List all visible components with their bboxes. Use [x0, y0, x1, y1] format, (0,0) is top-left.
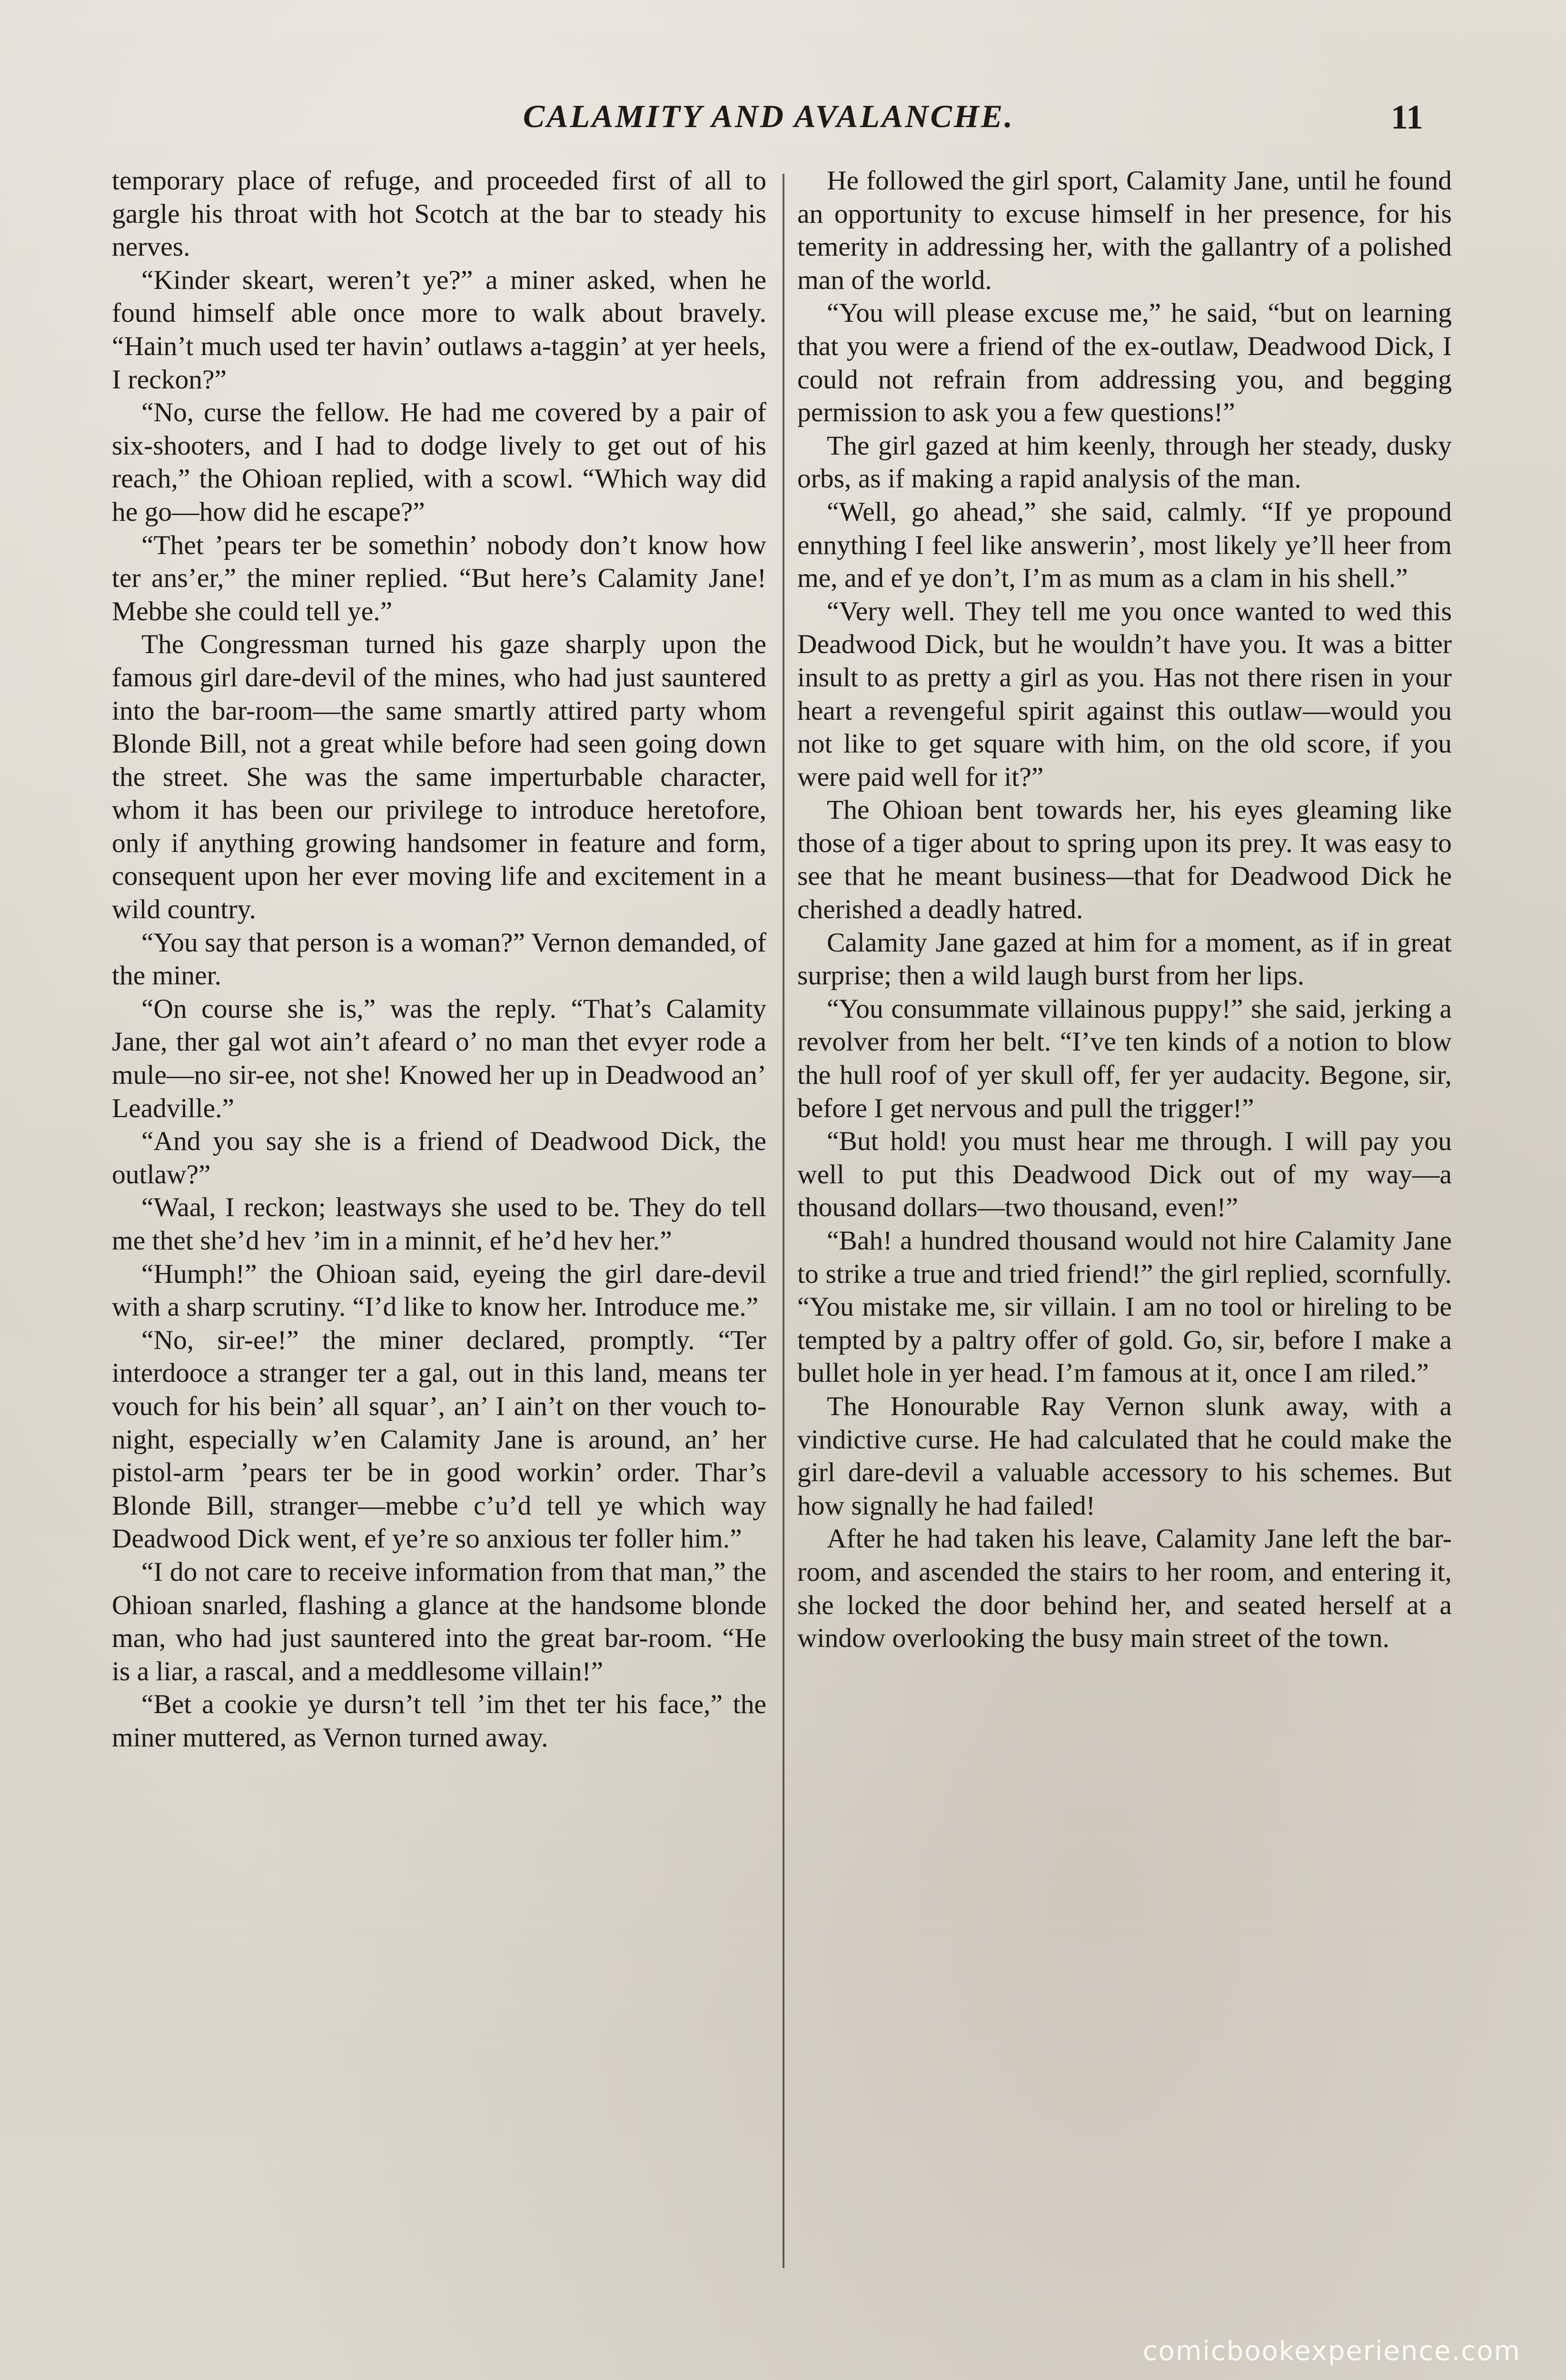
paragraph: He followed the girl sport, Calamity Jane, until he found an opportunity to excuse himself in her presence, for his temerity in addressing her, with the gallantry of a polished man of the world. — [797, 166, 1452, 295]
paragraph: “Waal, I reckon; leastways she used to be. They do tell me thet she’d hev ’im in a minnit, ef he’d hev her.” — [112, 1192, 766, 1256]
paragraph: “Humph!” the Ohioan said, eyeing the girl dare-devil with a sharp scrutiny. “I’d like to know her. Introduce me.” — [112, 1259, 766, 1322]
paragraph: Calamity Jane gazed at him for a moment, as if in great surprise; then a wild laugh burst from her lips. — [797, 927, 1452, 991]
paragraph: “I do not care to receive information from that man,” the Ohioan snarled, flashing a glance at the handsome blonde man, who had just sauntered into the great bar-room. “He is a liar, a rascal, and a meddlesome villain!” — [112, 1557, 766, 1686]
paragraph: The Ohioan bent towards her, his eyes gleaming like those of a tiger about to spring upon its prey. It was easy to see that he meant business—that for Deadwood Dick he cherished a deadly hatred. — [797, 795, 1452, 925]
paragraph: “Well, go ahead,” she said, calmly. “If ye propound ennything I feel like answerin’, most likely ye’ll heer from me, and ef ye don’t, I’m as mum as a clam in his shell.” — [797, 496, 1452, 594]
left-column — [112, 164, 766, 1755]
running-title: CALAMITY AND AVALANCHE. — [523, 98, 1015, 134]
paragraph: “But hold! you must hear me through. I will pay you well to put this Deadwood Dick out of my way—a thousand dollars—two thousand, even!” — [797, 1126, 1452, 1223]
paragraph: The Congressman turned his gaze sharply upon the famous girl dare-devil of the mines, who had just sauntered into the bar-room—the same smartly attired party whom Blonde Bill, not a great while before had seen going down the street. She was the same imperturbable character, whom it has been our privilege to introduce heretofore, only if anything growing handsomer in feature and form, consequent upon her ever moving life and excitement in a wild country. — [112, 629, 766, 925]
paragraph: “Bet a cookie ye dursn’t tell ’im thet ter his face,” the miner muttered, as Vernon turned away. — [112, 1689, 766, 1753]
page-number: 11 — [1390, 98, 1423, 136]
paragraph: After he had taken his leave, Calamity Jane left the bar-room, and ascended the stairs to her room, and entering it, she locked the door behind her, and seated herself at a window overlooking the busy main street of the town. — [797, 1524, 1452, 1654]
paragraph: “Thet ’pears ter be somethin’ nobody don’t know how ter ans’er,” the miner replied. “But here’s Calamity Jane! Mebbe she could tell ye.” — [112, 530, 766, 626]
site-watermark: comicbookexperience.com — [1142, 2336, 1521, 2367]
paragraph: “No, sir-ee!” the miner declared, promptly. “Ter interdooce a stranger ter a gal, out in this land, means ter vouch for his bein’ all squar’, an’ I ain’t on ther vouch to-night, especially w’en Calamity Jane is around, an’ her pistol-arm ’pears ter be in good workin’ order. Thar’s Blonde Bill, stranger—mebbe c’u’d tell ye which way Deadwood Dick went, ef ye’re so anxious ter foller him.” — [112, 1325, 766, 1554]
paragraph: “On course she is,” was the reply. “That’s Calamity Jane, ther gal wot ain’t afeard o’ no man thet evyer rode a mule—no sir-ee, not she! Knowed her up in Deadwood an’ Leadville.” — [112, 993, 766, 1123]
paragraph: “You say that person is a woman?” Vernon demanded, of the miner. — [112, 927, 766, 991]
running-header — [114, 98, 1423, 150]
paragraph: “Bah! a hundred thousand would not hire Calamity Jane to strike a true and tried friend!” the girl replied, scornfully. “You mistake me, sir villain. I am no tool or hireling to be tempted by a paltry offer of gold. Go, sir, before I make a bullet hole in yer head. I’m famous at it, once I am riled.” — [797, 1226, 1452, 1388]
paragraph: “Very well. They tell me you once wanted to wed this Deadwood Dick, but he wouldn’t have you. It was a bitter insult to as pretty a girl as you. Has not there risen in your heart a revengeful spirit against this outlaw—would you not like to get square with him, on the old score, if you were paid well for it?” — [797, 596, 1452, 792]
paragraph: “And you say she is a friend of Deadwood Dick, the outlaw?” — [112, 1126, 766, 1190]
paragraph: “No, curse the fellow. He had me covered by a pair of six-shooters, and I had to dodge lively to get out of his reach,” the Ohioan replied, with a scowl. “Which way did he go—how did he escape?” — [112, 397, 766, 527]
column-rule — [783, 174, 784, 2268]
paragraph: The girl gazed at him keenly, through her steady, dusky orbs, as if making a rapid analysis of the man. — [797, 430, 1452, 494]
paragraph: “You consummate villainous puppy!” she said, jerking a revolver from her belt. “I’ve ten kinds of a notion to blow the hull roof of yer skull off, fer yer audacity. Begone, sir, before I get nervous and pull the trigger!” — [797, 993, 1452, 1123]
paragraph: “You will please excuse me,” he said, “but on learning that you were a friend of the ex-outlaw, Deadwood Dick, I could not refrain from addressing you, and begging permission to ask you a few questions!” — [797, 298, 1452, 428]
paragraph: The Honourable Ray Vernon slunk away, with a vindictive curse. He had calculated that he could make the girl dare-devil a valuable accessory to his schemes. But how signally he had failed! — [797, 1391, 1452, 1521]
paragraph: temporary place of refuge, and proceeded first of all to gargle his throat with hot Scotch at the bar to steady his nerves. — [112, 166, 766, 262]
paragraph: “Kinder skeart, weren’t ye?” a miner asked, when he found himself able once more to walk about bravely. “Hain’t much used ter havin’ outlaws a-taggin’ at yer heels, I reckon?” — [112, 265, 766, 395]
right-column — [797, 164, 1452, 1655]
